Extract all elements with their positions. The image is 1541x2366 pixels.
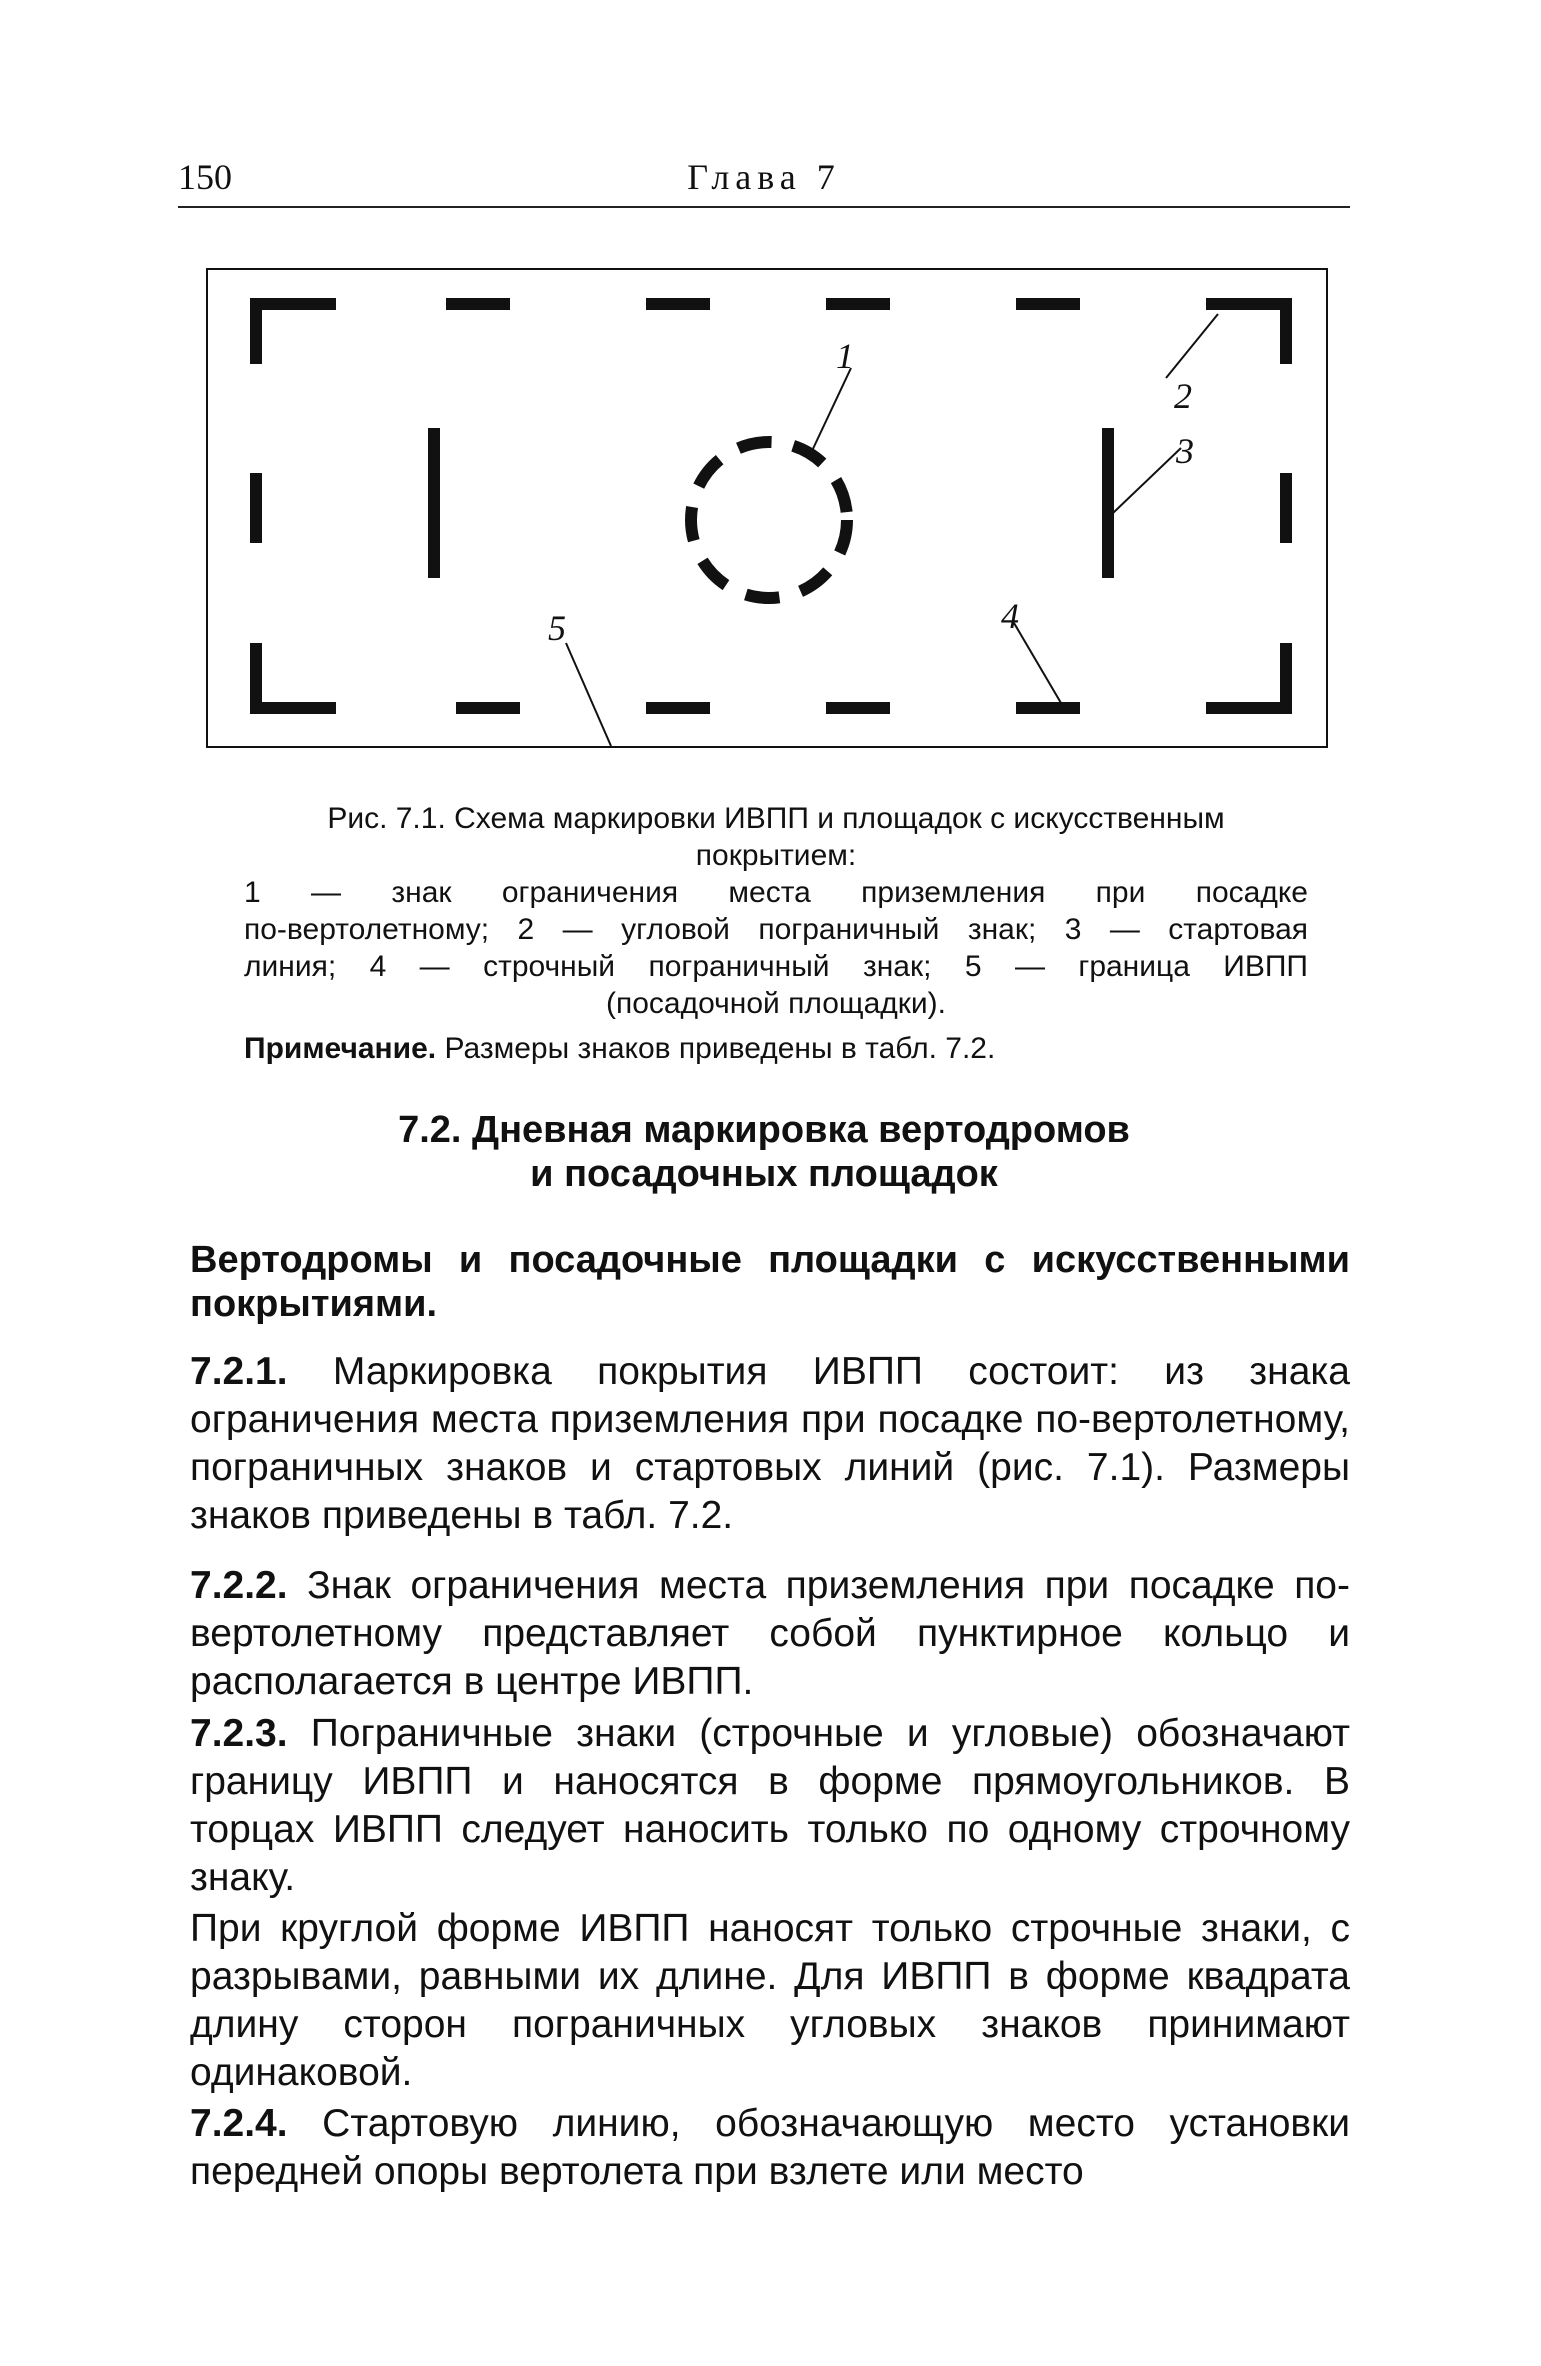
corner-mark-top-left xyxy=(256,304,336,364)
paragraph-text: Стартовую линию, обозначающую место установки передней опоры вертолета при взлете или место xyxy=(190,2102,1350,2193)
section-title-line2: и посадочных площадок xyxy=(530,1153,998,1195)
subheading: Вертодромы и посадочные площадки с искусственными покрытиями. xyxy=(190,1239,1350,1325)
touchdown-ring xyxy=(691,442,847,598)
note-text: Размеры знаков приведены в табл. 7.2. xyxy=(436,1032,996,1065)
corner-mark-bottom-left xyxy=(256,643,336,708)
paragraph-text: Пограничные знаки (строчные и угловые) обозначают границу ИВПП и наносятся в форме прямоугольников. В торцах ИВПП следует наносить только по одному строчному знаку. xyxy=(190,1712,1350,1899)
caption-legend-line3: линия; 4 — строчный пограничный знак; 5 — граница ИВПП xyxy=(244,950,1308,983)
caption-legend-line4: (посадочной площадки). xyxy=(606,987,946,1020)
figure-frame xyxy=(207,269,1327,747)
start-line-left xyxy=(428,428,440,578)
figure-label-5: 5 xyxy=(548,608,566,648)
section-title xyxy=(178,1108,1350,1196)
paragraph-text: Маркировка покрытия ИВПП состоит: из знака ограничения места приземления при посадке по-вертолетному, пограничных знаков и стартовых линий (рис. 7.1). Размеры знаков приведены в табл. 7.2. xyxy=(190,1350,1350,1537)
side-mark-left xyxy=(250,473,262,543)
figure-label-4: 4 xyxy=(1001,596,1019,636)
caption-legend-line2: по-вертолетному; 2 — угловой пограничный знак; 3 — стартовая xyxy=(244,913,1308,946)
caption-title-line1: Рис. 7.1. Схема маркировки ИВПП и площадок с искусственным xyxy=(327,802,1225,835)
section-title-line1: 7.2. Дневная маркировка вертодромов xyxy=(398,1109,1130,1151)
corner-mark-bottom-right xyxy=(1206,643,1286,708)
paragraph-round-ivpp xyxy=(190,1905,1350,2097)
paragraph-number: 7.2.3. xyxy=(190,1712,288,1755)
paragraph-number: 7.2.4. xyxy=(190,2102,288,2145)
caption-title-line2: покрытием: xyxy=(695,839,857,872)
leader-lines xyxy=(566,314,1218,746)
paragraph-7-2-3 xyxy=(190,1710,1350,1902)
figure-caption xyxy=(244,800,1308,1067)
page-header xyxy=(178,150,1350,208)
page-number: 150 xyxy=(178,157,232,197)
marking-diagram xyxy=(206,268,1328,748)
top-edge-marks xyxy=(446,298,1080,310)
side-mark-right xyxy=(1280,473,1292,543)
paragraph-text: При круглой форме ИВПП наносят только строчные знаки, с разрывами, равными их длине. Для ИВПП в форме квадрата длину сторон пограничных угловых знаков принимают одинаковой. xyxy=(190,1907,1350,2094)
caption-note xyxy=(244,1030,1308,1067)
note-label: Примечание. xyxy=(244,1032,437,1065)
corner-mark-top-right xyxy=(1206,304,1286,364)
chapter-title: Глава 7 xyxy=(687,157,841,197)
caption-legend-line1: 1 — знак ограничения места приземления при посадке xyxy=(244,876,1308,909)
paragraph-7-2-2 xyxy=(190,1562,1350,1706)
paragraph-7-2-1 xyxy=(190,1348,1350,1540)
bottom-edge-marks xyxy=(456,702,1080,714)
figure-label-2: 2 xyxy=(1174,376,1192,416)
paragraph-number: 7.2.1. xyxy=(190,1350,288,1393)
start-line-right xyxy=(1102,428,1114,578)
paragraph-number: 7.2.2. xyxy=(190,1564,288,1607)
paragraph-7-2-4 xyxy=(190,2100,1350,2196)
paragraph-text: Знак ограничения места приземления при посадке по-вертолетному представляет собой пунктирное кольцо и располагается в центре ИВПП. xyxy=(190,1564,1350,1703)
figure-label-1: 1 xyxy=(836,336,854,376)
figure-label-3: 3 xyxy=(1176,431,1194,471)
